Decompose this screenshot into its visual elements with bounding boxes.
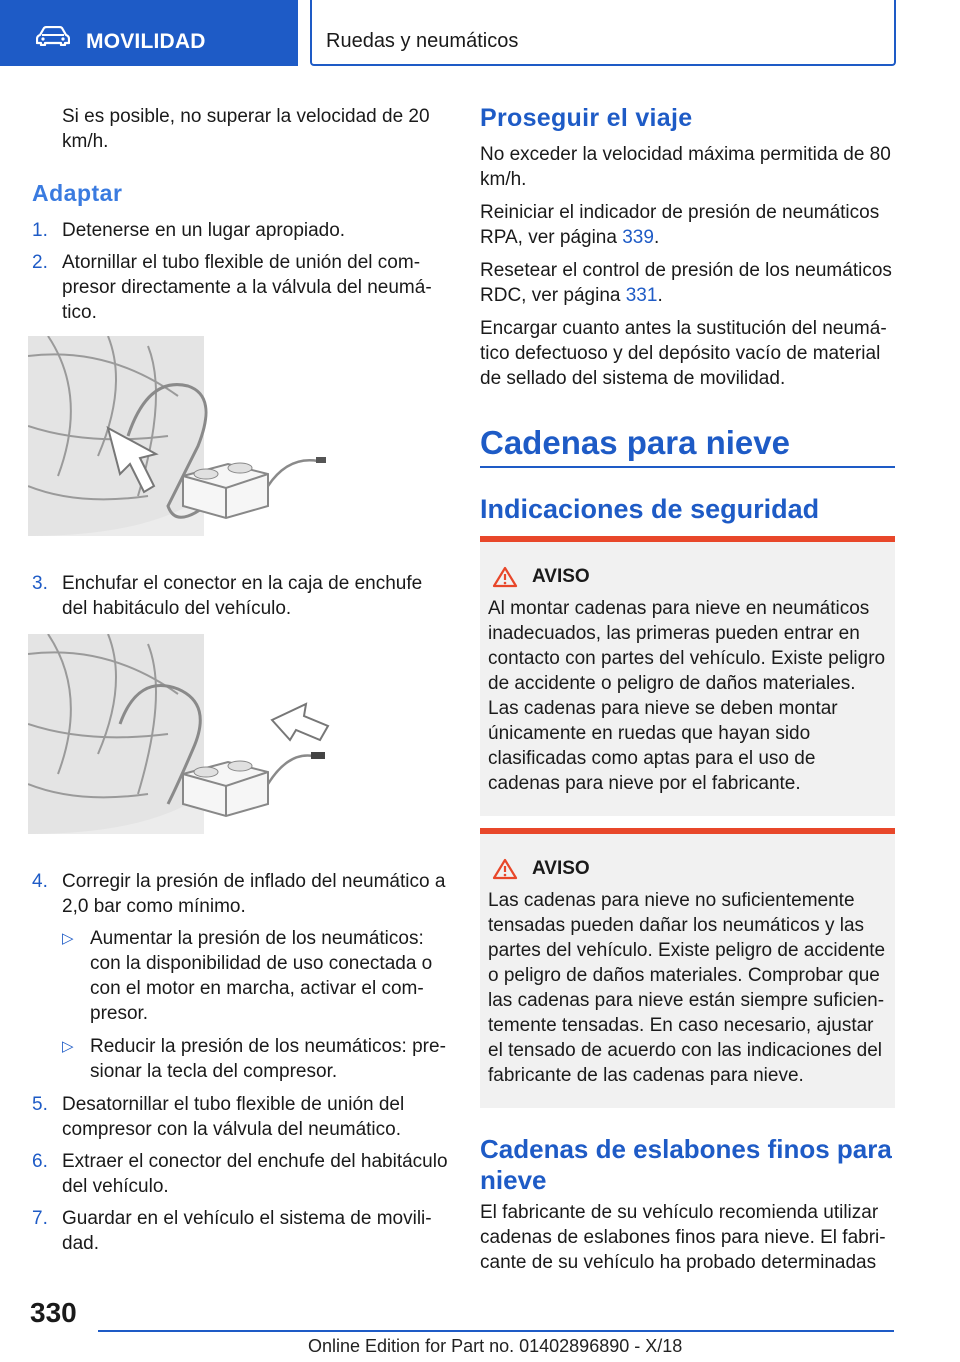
heading-rule <box>480 466 895 468</box>
warning-triangle-icon <box>492 566 518 588</box>
page-number: 330 <box>30 1297 77 1328</box>
heading-proseguir: Proseguir el viaje <box>480 104 693 132</box>
list-item: 4. Corregir la presión de inflado del neumático a 2,0 bar como mínimo. ▷ Aumentar la presión de los neumáticos: con la disponibilidad de uso conectada o con el motor en marcha, activar el compresor. ▷ Reducir la presión de los neumáticos: presionar la tecla del compresor. <box>32 869 450 1084</box>
warning-box-1 <box>480 536 895 816</box>
heading-eslabones: Cadenas de eslabones finos para nieve <box>480 1134 892 1195</box>
steps-list-a <box>32 218 450 332</box>
connector-plug-illustration <box>28 634 348 834</box>
warning-text: Al montar cadenas para nieve en neumáticos inadecuados, las primeras pueden entrar en contacto con partes del vehículo. Existe peligro de accidente o peligro de daños materiales. Las cadenas para nieve se deben montar únicamente en ruedas que hayan sido clasificadas como aptas para el uso de cadenas para nieve por el fabricante. <box>488 598 886 794</box>
car-icon <box>36 26 70 46</box>
warning-box-2 <box>480 828 895 1108</box>
warning-text: Las cadenas para nieve no suficientemente tensadas pueden dañar los neumáticos y las partes del vehículo. Existe peligro de accidente o peligro de daños materiales. Comprobar que las cadenas para nieve están siempre suficientemente tensadas. En caso necesario, ajustar el tensado de acuerdo con las indicaciones del fabricante de las cadenas para nieve. <box>488 890 886 1086</box>
list-item: 1. Detenerse en un lugar apropiado. <box>32 220 346 241</box>
chapter-header <box>310 0 896 66</box>
list-item: 6. Extraer el conector del enchufe del habitáculo del vehículo. <box>32 1151 448 1197</box>
list-item: 3. Enchufar el conector en la caja de enchufe del habitáculo del vehículo. <box>32 573 423 619</box>
warning-title: AVISO <box>532 858 590 879</box>
steps-list-b <box>32 869 450 1263</box>
triangle-bullet-icon: ▷ <box>62 930 74 947</box>
list-item: 5. Desatornillar el tubo flexible de unión del compresor con la válvula del neumático. <box>32 1094 405 1140</box>
sub-bullets <box>62 926 450 1084</box>
edition-note: Online Edition for Part no. 01402896890 - X/18 <box>308 1336 683 1356</box>
page-link-339[interactable]: 339 <box>622 227 654 248</box>
triangle-bullet-icon: ▷ <box>62 1038 74 1055</box>
list-item: 7. Guardar en el vehículo el sistema de movilidad. <box>32 1208 432 1254</box>
compressor-icon <box>183 463 268 518</box>
chapter-title: Ruedas y neumáticos <box>326 30 519 52</box>
warning-title: AVISO <box>532 566 590 587</box>
compressor-attach-illustration <box>28 336 348 536</box>
section-label: MOVILIDAD <box>86 30 206 53</box>
fine-chains-paragraph: El fabricante de su vehículo recomienda utilizar cadenas de eslabones finos para nieve. El fabricante de su vehículo ha probado determinadas <box>480 1202 886 1273</box>
page-link-331[interactable]: 331 <box>625 285 658 306</box>
bullet-item: ▷ Aumentar la presión de los neumáticos: con la disponibilidad de uso conectada o con el motor en marcha, activar el compresor. <box>62 928 433 1024</box>
intro-paragraph: Si es posible, no superar la velocidad de 20 km/h. <box>62 106 430 152</box>
warning-triangle-icon <box>492 858 518 880</box>
section-tab[interactable] <box>0 0 298 66</box>
footer-rule <box>98 1330 894 1332</box>
heading-adaptar: Adaptar <box>32 180 123 206</box>
continue-paragraphs: No exceder la velocidad máxima permitida de 80 km/h. Reiniciar el indicador de presión de neumáticos RPA, ver página 339. Resetear el control de presión de los neumáticos RDC, ver página 331. Encargar cuanto antes la sustitución del neumático defectuoso y del depósito vacío de material de sellado del sistema de movilidad. <box>480 144 892 389</box>
heading-cadenas: Cadenas para nieve <box>480 424 790 461</box>
steps-list-3 <box>32 571 450 628</box>
heading-seguridad: Indicaciones de seguridad <box>480 494 820 524</box>
bullet-item: ▷ Reducir la presión de los neumáticos: presionar la tecla del compresor. <box>62 1036 446 1082</box>
list-item: 2. Atornillar el tubo flexible de unión del compresor directamente a la válvula del neumático. <box>32 252 432 323</box>
